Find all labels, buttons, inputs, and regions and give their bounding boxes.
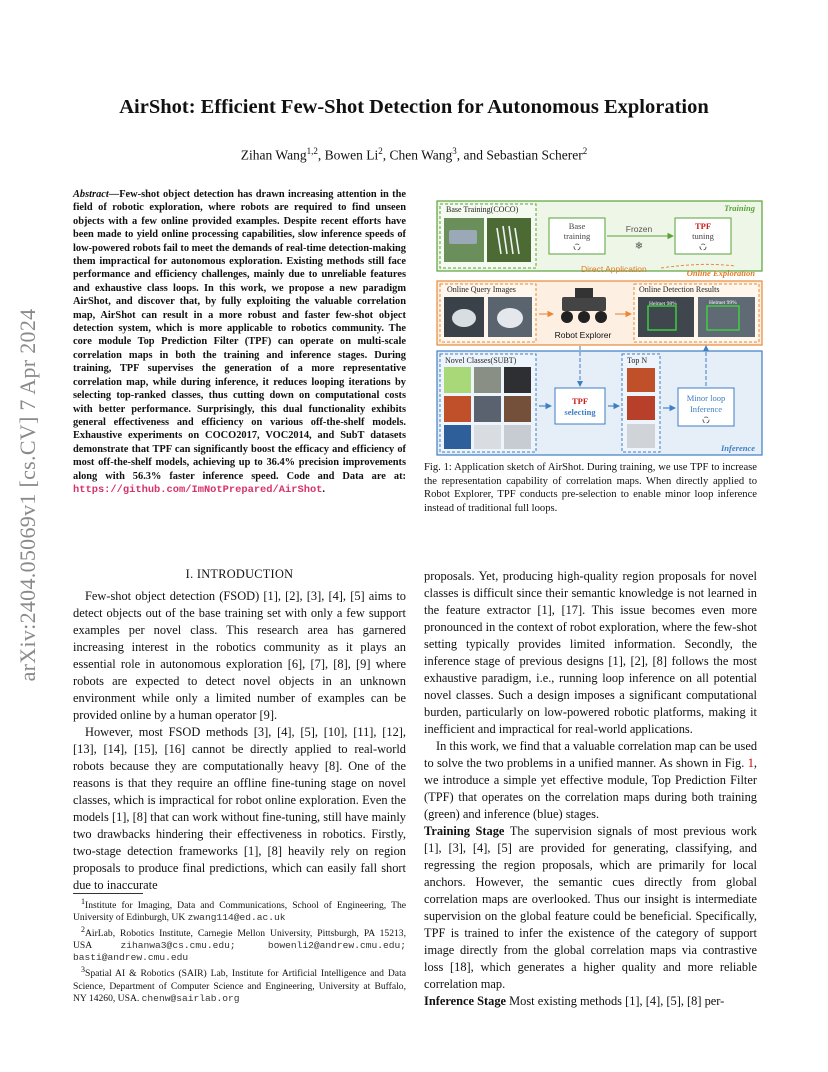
svg-text:selecting: selecting [564,407,596,417]
direct-application-label: Direct Application [581,264,647,274]
svg-text:Base: Base [568,221,586,231]
snowflake-icon: ❄ [634,241,644,252]
svg-text:TPF: TPF [571,396,589,406]
footnote-1: $^1$Institute for Imaging, Data and Communications, School of Engineering, The University of Edinburgh, UK zwang114@ed.ac.uk [73,897,406,924]
figure-caption: Fig. 1: Application sketch of AirShot. During training, we use TPF to increase the representation capability of correlation maps. When directly applied to Robot Explorer, TPF conducts pre-selection to enable minor loop inference instead of traditional full loops. [424,462,757,514]
top-n-title: Top N [627,356,648,365]
footnote-rule [73,893,143,894]
author-name: Sebastian Scherer [486,147,583,163]
training-stage-label: Training Stage [424,824,505,838]
section-heading: I. INTRODUCTION [185,567,294,581]
robot-label: Robot Explorer [554,330,612,340]
detection-label-1: Helmet 98% [649,301,677,307]
abstract-text: Few-shot object detection has drawn increasing attention in the field of robotic exploration, where robots are required to find unseen objects with a few online provided examples. Despite recent efforts have been made to yield online processing capabilities, slow inference speeds of low-powered robots fail to meet the demands of real-time detection-making them impractical for autonomous exploration. Existing methods still face performance and efficiency challenges, mainly due to unreliable features and exhaustive class loops. In this work, we propose a new paradigm AirShot, and discover that, by fully exploiting the valuable correlation map, AirShot can result in a more robust and faster few-shot object detection system, which is more applicable to robotics community. The core module Top Prediction Filter (TPF) can operate on multi-scale correlation maps in both the training and inference stages. During training, TPF supervises the generation of a more representative correlation map, while during inference, it reduces looping iterations by selecting top-ranked classes, thus cutting down on computational costs with better performance. Surprisingly, this dual functionality exhibits general effectiveness and efficiency on various off-the-shelf models. Exhaustive experiments on COCO2017, VOC2014, and SubT datasets demonstrate that TPF can significantly boost the efficacy and efficiency of most off-the-shelf models, achieving up to 36.4% precision improvements along with 56.3% faster inference speed. Code and Data are at: [73,189,406,482]
novel-classes-title: Novel Classes(SUBT) [445,356,517,365]
footnotes [73,896,406,1005]
svg-text:TPF: TPF [694,221,712,231]
svg-text:training: training [563,231,591,241]
email-1[interactable]: zwang114@ed.ac.uk [187,912,286,924]
training-label: Training [724,203,755,213]
inference-stage-paragraph: Inference Stage Most existing methods [1], [4], [5], [8] per- [424,994,725,1008]
email-2[interactable]: zihanwa3@cs.cmu.edu; bowenli2@andrew.cmu.edu; basti@andrew.cmu.edu [73,940,407,964]
svg-text:Inference: Inference [689,404,723,414]
author-name: Zihan Wang [240,147,307,163]
figure-1 [435,196,763,458]
intro-paragraph-1: Few-shot object detection (FSOD) [1], [2], [3], [4], [5] aims to detect objects out of the base training set with only a few support examples per novel class. This research area has garnered increasing interest in the robotics community as it plays an essential role in autonomous exploration [6], [7], [8], [9] where robots are expected to detect novel objects in an unknown environment while only a limited number of examples can be provided online by a human operator [9]. [73,589,406,722]
intro-paragraph-2: However, most FSOD methods [3], [4], [5], [10], [11], [12], [13], [14], [15], [16] cannot be directly applied to real-world robots because they are computationally heavy [8]. One of the reasons is that they require an offline fine-tuning stage on novel classes, which is impractical for robot online exploration. Even the models [1], [8] that can work without fine-tuning, still have mainly two drawbacks hindering their effectiveness in robotics. Firstly, two-stage detection frameworks [1], [8] heavily rely on region proposals to produce final predictions, which can easily fall short due to inaccurate [73,725,406,892]
right-paragraph-2: In this work, we find that a valuable correlation map can be used to solve the two problems in a unified manner. As shown in Fig. 1, we introduce a simple yet effective module, Top Prediction Filter (TPF) that operates on the correlation maps during both training (green) and inference (blue) stages. [424,739,758,821]
code-link[interactable]: https://github.com/ImNotPrepared/AirShot [73,483,323,496]
author-affiliation: 1,2 [306,146,318,156]
inference-stage-label: Inference Stage [424,994,507,1008]
arxiv-watermark [8,285,48,705]
email-3[interactable]: chenw@sairlab.org [141,992,240,1004]
author-name: Bowen Li [324,147,379,163]
author-affiliation: 2 [378,146,383,156]
author-name: Chen Wang [389,147,453,163]
svg-text:Minor loop: Minor loop [686,393,726,403]
inference-label: Inference [721,443,755,453]
abstract: Abstract—Few-shot object detection has drawn increasing attention in the field of robotic exploration, where robots are required to find unseen objects with a few online provided examples. Despite recent efforts have been made to yield online processing capabilities, slow inference speeds of low-powered robots fail to meet the demands of real-time detection-making them impractical for autonomous exploration. Existing methods still face performance and efficiency challenges, mainly due to unreliable features and exhaustive class loops. In this work, we propose a new paradigm AirShot, and discover that, by fully exploiting the valuable correlation map, AirShot can result in a more robust and faster few-shot object detection system, which is more applicable to robotics community. The core module Top Prediction Filter (TPF) can operate on multi-scale correlation maps in both the training and inference stages. During training, TPF supervises the generation of a more representative correlation map, while during inference, it reduces looping iterations by selecting top-ranked classes, thus cutting down on computational costs with better performance. Surprisingly, this dual functionality exhibits general effectiveness and efficiency on various off-the-shelf models. Exhaustive experiments on COCO2017, VOC2014, and SubT datasets demonstrate that TPF can significantly boost the efficacy and efficiency of most off-the-shelf models, achieving up to 36.4% precision improvements along with 56.3% faster inference speed. Code and Data are at: https://github.com/ImNotPrepared/AirShot. [73,189,406,496]
online-results-title: Online Detection Results [639,285,720,294]
online-exploration-label: Online Exploration [686,268,755,278]
left-column [73,588,406,894]
arxiv-id: arXiv:2404.05069v1 [cs.CV] 7 Apr 2024 [15,308,40,682]
paper-title: AirShot: Efficient Few-Shot Detection for Autonomous Exploration [119,96,709,118]
author-affiliation: 2 [582,146,588,156]
base-training-title: Base Training(COCO) [446,205,519,214]
right-column [424,568,757,1010]
footnote-2: $^2$AirLab, Robotics Institute, Carnegie Mellon University, Pittsburgh, PA 15213, USA zihanwa3@cs.cmu.edu; bowenli2@andrew.cmu.edu; basti@andrew.cmu.edu [73,925,407,964]
abstract-label: Abstract— [73,189,120,200]
detection-label-2: Helmet 99% [709,300,737,306]
training-stage-paragraph: Training Stage The supervision signals of most previous work [1], [3], [4], [5] are provided for generating, classifying, and regressing the region proposals, which are primarily for local anchors. However, the semantic cues directly from global correlation maps are overlooked. Thus our insight is intermediate supervision on the global feature could be beneficial. Specifically, TPF is trained to infer the existence of the category of support image directly from the global correlation maps via contrastive loss [18], which generates a higher quality and more reliable correlation map. [424,824,757,991]
svg-text:tuning: tuning [692,231,714,241]
coco-image-2 [487,218,531,262]
novel-class-grid [444,367,531,449]
online-query-title: Online Query Images [447,285,516,294]
footnote-3: $^3$Spatial AI & Robotics (SAIR) Lab, Institute for Artificial Intelligence and Data Science, Department of Computer Science and Engineering, University at Buffalo, NY 14260, USA. chenw@sairlab.org [73,965,406,1004]
author-list: Zihan Wang$^{1,2}$, Bowen Li$^2$, Chen Wang$^3$, and Sebastian Scherer$^2$ [240,146,588,163]
author-affiliation: 3 [452,146,457,156]
frozen-label: Frozen [625,224,653,234]
figure-reference[interactable]: 1 [747,756,754,770]
right-paragraph-1: proposals. Yet, producing high-quality region proposals for novel classes is difficult since their semantic knowledge is not learned in the feature extractor [1], [17]. This issue becomes even more pronounced in the context of robot exploration, where the few-shot setting typically provides limited information. Secondly, the inference stage of previous designs [1], [2], [8] follows the most exhaustive paradigm, i.e., running loop inference on all potential novel classes. Such a design imposes a significant computational burden, particularly on low-powered robotic platforms, making it inefficient and impractical for real-world applications. [424,569,757,736]
tpf-selecting-box [555,388,605,424]
